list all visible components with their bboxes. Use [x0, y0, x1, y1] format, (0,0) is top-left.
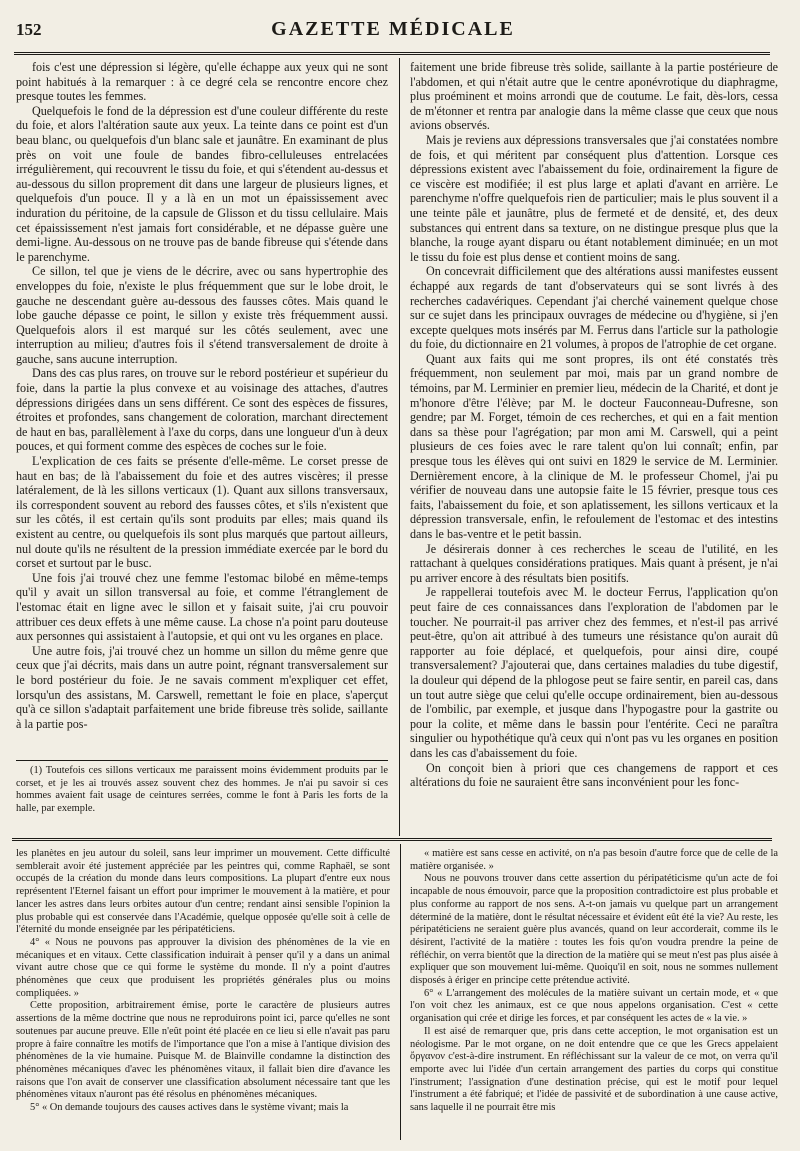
- footnote-rule: [16, 760, 388, 761]
- paragraph: Je rappellerai toutefois avec M. le docteur Ferrus, l'application qu'on peut faire de ces connaissances dans l'exploration de l'abdomen par le toucher. Ne pourrait-il pas arriver chez des femmes, et n'est-il pas arrivé peut-être, qu'on ait attribué à des tumeurs une résistance qu'on aurait dû rapporter au foie déplacé, et quelquefois, pour ainsi dire, coupé transversalement? J'ajouterai que, dans certaines maladies du tube digestif, la douleur qui dépend de la phlogose peut se faire sentir, en pareil cas, dans un tout autre siège que celui qu'elle occupe ordinairement, bien au-dessous de l'ombilic, par exemple, et jusque dans l'hypogastre pour la gastrite ou pour la colite, et même dans le bassin pour l'entérite. Ceci ne paraîtra singulier ou hypothétique qu'à ceux qui n'ont pas vu les organes en position dans les cas d'abaissement du foie.: [410, 585, 778, 760]
- paragraph: 6° « L'arrangement des molécules de la matière suivant un certain mode, et « que l'on voit chez les animaux, est ce que nous appelons organisation. C'est « cette organisation qui crée et dirige les forces, et par conséquent les actes de « la vie. »: [410, 987, 778, 1025]
- article-column-left: [16, 60, 388, 731]
- page-number: 152: [16, 20, 42, 39]
- feuilleton-divider: [400, 844, 401, 1140]
- header-rule: [14, 52, 770, 55]
- footnote: [16, 765, 388, 815]
- paragraph: Mais je reviens aux dépressions transversales que j'ai constatées nombre de fois, et qui méritent par conséquent plus d'attention. Lorsque ces dépressions existent avec l'abaissement du foie, ordinairement la figure de ce viscère est modifiée; il est plus large et aplati d'avant en arrière. Le parenchyme n'offre quelquefois rien de particulier; mais le plus souvent il a une teinte pâle et jaunâtre, plus de fermeté et de densité, et, des deux substances qui entrent dans sa texture, on ne distingue presque plus que la blanche, la rouge ayant disparu ou étant notablement diminuée; en un mot le tissu du foie est plus dense et contient moins de sang.: [410, 132, 778, 264]
- page-header: [10, 16, 776, 50]
- feuilleton-column-left: [16, 848, 390, 1115]
- feuilleton-column-right: [410, 848, 778, 1115]
- footnote-text: (1) Toutefois ces sillons verticaux me paraissent moins évidemment produits par le corset, et je les ai trouvés assez souvent chez des hommes. Je n'ai pu savoir si ces hommes avaient fait usage de ceintures serrées, comme le font à Paris les forts de la halle, par exemple.: [16, 765, 388, 814]
- page-title: GAZETTE MÉDICALE: [271, 18, 515, 40]
- paragraph: On concevrait difficilement que des altérations aussi manifestes eussent échappé aux regards de tant d'observateurs qui se sont livrés à des recherches cadavériques. Cependant j'ai cherché vainement quelque chose sur ce sujet dans les principaux ouvrages de médecine ou d'hygiène, si j'en excepte quelques mots insérés par M. Ferrus dans l'article sur la pathologie du foie, du dictionnaire en 21 volumes, à propos de l'atrophie de cet organe.: [410, 264, 778, 352]
- paragraph: faitement une bride fibreuse très solide, saillante à la partie postérieure de l'abdomen, et qui n'était autre que le centre aponévrotique du diaphragme, plus proéminent et moins arrondi que de coutume. Le fait, dès-lors, cessa de m'étonner et rentra par analogie dans la même classe que ceux que nous avions observés.: [410, 60, 778, 133]
- paragraph: Cette proposition, arbitrairement émise, porte le caractère de plusieurs autres assertions de la même doctrine que nous ne reproduirons point ici, parce qu'elles ne sont soutenues par aucune preuve. Elle n'eût point été placée en ce lieu si elle n'avait pas paru propre à faire connaître les motifs de l'importance que l'on a mise à l'antique division des phénomènes de la vie humaine. Puisque M. de Blainville condamne la distinction des phénomènes mécaniques d'avec les phénomènes vitaux, il fallait bien dire d'avance les raisons que l'on avait de conserver une classification absolument nécessaire tant que les phénomènes vitaux n'auront pas été résolus en phénomènes mécaniques.: [16, 1000, 390, 1101]
- paragraph: Je désirerais donner à ces recherches le sceau de l'utilité, en les rattachant à quelques considérations pratiques. Mais quant à présent, je n'ai pu arriver encore à des résultats bien positifs.: [410, 541, 778, 585]
- paragraph: Quelquefois le fond de la dépression est d'une couleur différente du reste du foie, et alors l'altération saute aux yeux. La teinte dans ce point est d'un beau blanc, ou quelquefois d'un blanc sale et jaunâtre. En examinant de plus près on voit une foule de bandes fibro-celluleuses entrelacées irrégulièrement, qui recouvrent le tissu du foie, et qui s'étendent au-dessus et au-dessous du sillon proprement dit dans une largeur de plusieurs lignes, et quelquefois d'un pouce. Il y a là en un mot un épaississement avec induration du péritoine, de la capsule de Glisson et du tissu cellulaire. Mais cet épaississement n'est jamais fort considérable, et ne dépasse guère une demi-ligne. Au-dessous on ne trouve pas de bande fibreuse qui s'étende dans le parenchyme.: [16, 103, 388, 264]
- paragraph: les planètes en jeu autour du soleil, sans leur imprimer un mouvement. Cette difficulté semblerait avoir été justement appréciée par les peintres qui, comme Raphaël, se sont occupés de la création du monde dans leurs compositions. La plupart d'entre eux nous représentent l'Eternel faisant un effort pour imprimer le mouvement à la matière, et pour lancer les astres dans leurs orbites autour d'un centre; rendant ainsi sensible l'opinion la plus probable qui est conservée dans l'Académie, quelque opposée qu'elle soit à celle de l'éternité du monde enseignée par les péripatéticiens.: [16, 848, 390, 936]
- paragraph: « matière est sans cesse en activité, on n'a pas besoin d'autre force que de celle de la matière organisée. »: [410, 848, 778, 872]
- paragraph: L'explication de ces faits se présente d'elle-même. Le corset presse de haut en bas; de là l'abaissement du foie et des autres viscères; il presse latéralement, de là les sillons verticaux (1). Quant aux sillons transversaux, ils correspondent souvent au rebord des fausses côtes, et s'ils n'existent que sur les côtés, il est certain qu'ils sont produits par elles; mais quand ils existent au centre, ou quelquefois ils sont plus marqués que partout ailleurs, nul doute qu'ils ne résultent de la pression immédiate exercée par le bord du corset et surtout par le busc.: [16, 454, 388, 571]
- paragraph: Dans des cas plus rares, on trouve sur le rebord postérieur et supérieur du foie, dans la partie la plus convexe et au voisinage des attaches, d'autres dépressions dirigées dans un sens différent. Ce sont des espèces de fissures, étroites et profondes, sans changement de coloration, marchant directement de haut en bas, parallèlement à l'axe du corps, dans une longueur d'un à deux pouces, et qui forment comme des espèces de coches sur le foie.: [16, 366, 388, 454]
- paragraph: Nous ne pouvons trouver dans cette assertion du péripatéticisme qu'un acte de foi incapable de nous émouvoir, parce que la proposition contradictoire est plus probable et plus conforme au rapport de nos sens. A-t-on jamais vu quelque part un arrangement déterminé de la matière, dont le résultat nécessaire et évident eût été la vie? Au reste, les péripatéticiens ne seraient guère plus avancés, quand on leur accorderait, comme ils le désirent, l'activité de la matière : toutes les fois qu'on voudra prendre la peine de réfléchir, on verra bientôt que la direction de la matière qui se meut n'est pas plus aisée à expliquer que son mouvement lui-même. Quoiqu'il en soit, nous ne sommes nullement disposés à ériger en principe cette prétendue activité.: [410, 873, 778, 987]
- paragraph: fois c'est une dépression si légère, qu'elle échappe aux yeux qui ne sont point habitués à la remarquer : à ce degré cela se rencontre encore chez presque toutes les femmes.: [16, 60, 388, 104]
- paragraph: 4° « Nous ne pouvons pas approuver la division des phénomènes de la vie en mécaniques et en vitaux. Cette classification induirait à penser qu'il y a dans un animal vivant autre chose que ce qui forme le système du monde. Il n'y a point d'autres phénomènes que ceux que produisent les propriétés générales plus ou moins compliquées. »: [16, 936, 390, 999]
- paragraph: Quant aux faits qui me sont propres, ils ont été constatés très fréquemment, non seulement par moi, mais par un grand nombre de témoins, par M. Lerminier en premier lieu, médecin de la Charité, et dont je m'honore d'être l'élève; par M. le docteur Fauconneau-Dufresne, son gendre; par M. Forget, témoin de ces recherches, et qui en a fait mention dans sa thèse pour l'agrégation; par mon ami M. Carswell, qui a peint plusieurs de ces foies avec le rare talent qu'on lui connaît; enfin, par presque tous les élèves qui ont suivi en 1829 le service de M. Lerminier. Dernièrement encore, à la clinique de M. le professeur Chomel, j'ai pu vérifier de nouveau dans une autopsie faite le 15 février, presque tous ces faits, l'abaissement du foie, et son aplatissement, les sillons verticaux et la dépression transversale, enfin, le refoulement de l'estomac et des intestins dans le bas-ventre et le petit bassin.: [410, 351, 778, 541]
- paragraph: Une fois j'ai trouvé chez une femme l'estomac bilobé en même-temps qu'il y avait un sillon transversal au foie, et comme l'étranglement de l'estomac était en ligne avec le sillon et y faisait suite, j'ai cru pouvoir attribuer ces deux effets à une même cause. La chose n'a point paru douteuse aux personnes qui assistaient à l'autopsie, et qui ont vu les organes en place.: [16, 570, 388, 644]
- feuilleton-rule: [12, 838, 772, 841]
- paragraph: On conçoit bien à priori que ces changemens de rapport et ces altérations du foie ne sauraient être sans inconvénient pour les fonc-: [410, 760, 778, 790]
- paragraph: Il est aisé de remarquer que, pris dans cette acception, le mot organisation est un néologisme. Par le mot organe, on ne doit entendre que ce que les Grecs appelaient ὄργανον c'est-à-dire instrument. En réfléchissant sur la valeur de ce mot, on verra qu'il emporte avec lui l'idée d'un certain arrangement des parties du corps qui constitue l'instrument; l'assignation d'une destination précise, qui est le motif pour lequel l'instrument a été fabriqué; et l'idée de passivité et de subordination à une cause active, sans laquelle il ne pourrait être mis: [410, 1025, 778, 1114]
- paragraph: Ce sillon, tel que je viens de le décrire, avec ou sans hypertrophie des enveloppes du foie, n'existe le plus fréquemment que sur le lobe droit, le gauche ne descendant guère au-dessous des fausses côtes. Mais quand le lobe gauche dépasse ce point, le sillon y existe très fréquemment aussi. Quelquefois alors il est marqué sur les côtés seulement, avec une interruption au milieu; d'autres fois il s'étend transversalement de droite à gauche, sans aucune interruption.: [16, 264, 388, 366]
- paragraph: Une autre fois, j'ai trouvé chez un homme un sillon du même genre que ceux que j'ai décrits, mais dans un autre point, régnant transversalement sur le bord postérieur du foie. Je ne savais comment m'expliquer cet effet, lorsqu'un des assistans, M. Carswell, remettant le foie en place, s'aperçut qu'à ce sillon s'adaptait parfaitement une bride fibreuse très solide, saillante à la partie pos-: [16, 643, 388, 731]
- article-column-right: [410, 60, 778, 790]
- paragraph: 5° « On demande toujours des causes actives dans le système vivant; mais la: [30, 1102, 349, 1114]
- column-divider: [399, 58, 400, 836]
